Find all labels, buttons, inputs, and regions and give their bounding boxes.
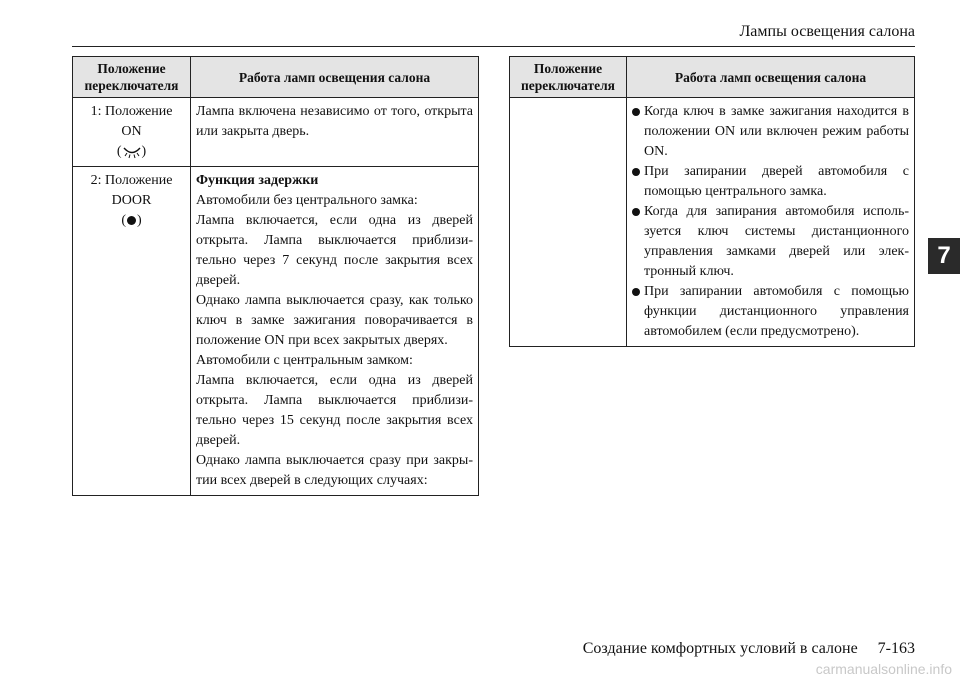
- position-value: DOOR: [111, 193, 152, 208]
- right-col1-header: Положение переключателя: [510, 57, 627, 98]
- bullet-icon: [632, 288, 640, 296]
- table-row: [510, 98, 915, 347]
- position-cell-on: 1: Положение ON ( ): [73, 98, 191, 167]
- bullet-text: При запирании дверей автомобиля с помощью центрального замка.: [644, 164, 909, 199]
- interior-lamp-icon: [122, 145, 142, 159]
- position-cell-door: 2: Положение DOOR ( ): [73, 167, 191, 496]
- footer-section-title: Создание комфортных условий в салоне: [582, 640, 858, 657]
- table-row: [73, 98, 479, 167]
- delay-function-heading: Функция задержки: [196, 173, 319, 188]
- paragraph: Лампа включается, если одна из дверей открыта. Лампа выключается приблизи-тельно через 7 секунд после закрытия всех дверей.: [196, 213, 473, 288]
- bullet-icon: [632, 108, 640, 116]
- position-label: 1: Положение: [90, 104, 173, 119]
- position-label: 2: Положение: [90, 173, 173, 188]
- page-header-title: Лампы освещения салона: [739, 23, 915, 40]
- door-dot-icon: [127, 216, 136, 225]
- paragraph: Лампа включается, если одна из дверей открыта. Лампа выключается приблизи-тельно через 15 секунд после закрытия всех дверей.: [196, 373, 473, 448]
- bullet-text: Когда для запирания автомобиля исполь-зуется ключ системы дистанционного управления замками дверей или элек-тронный ключ.: [644, 204, 909, 279]
- paragraph: Однако лампа выключается сразу при закры-тии всех дверей в следующих случаях:: [196, 453, 473, 488]
- bullet-icon: [632, 168, 640, 176]
- left-table: [72, 56, 479, 496]
- position-cell-empty: [510, 98, 627, 347]
- description-cell: Лампа включена независимо от того, открыта или закрыта дверь.: [191, 98, 479, 167]
- right-table: [509, 56, 915, 347]
- paragraph: Автомобили с центральным замком:: [196, 353, 413, 368]
- left-col2-header: Работа ламп освещения салона: [191, 57, 479, 98]
- header-rule: [72, 46, 915, 47]
- list-item: [632, 102, 909, 162]
- bullet-list-cell: [627, 98, 915, 347]
- list-item: [632, 162, 909, 202]
- list-item: [632, 282, 909, 342]
- chapter-tab: 7: [928, 238, 960, 274]
- watermark: carmanualsonline.info: [815, 661, 952, 677]
- bullet-icon: [632, 208, 640, 216]
- description-cell: [191, 167, 479, 496]
- page-footer: [583, 640, 915, 658]
- left-col1-header: Положение переключателя: [73, 57, 191, 98]
- list-item: [632, 202, 909, 282]
- page-number: 7-163: [877, 640, 915, 657]
- right-col2-header: Работа ламп освещения салона: [627, 57, 915, 98]
- table-row: [73, 167, 479, 496]
- position-value: ON: [121, 124, 142, 139]
- paragraph: Однако лампа выключается сразу, как только ключ в замке зажигания поворачивается в положение ON при всех закрытых дверях.: [196, 293, 473, 348]
- bullet-text: При запирании автомобиля с помощью функции дистанционного управления автомобилем (если предусмотрено).: [644, 284, 909, 339]
- bullet-text: Когда ключ в замке зажигания находится в положении ON или включен режим работы ON.: [644, 104, 909, 159]
- paragraph: Автомобили без центрального замка:: [196, 193, 418, 208]
